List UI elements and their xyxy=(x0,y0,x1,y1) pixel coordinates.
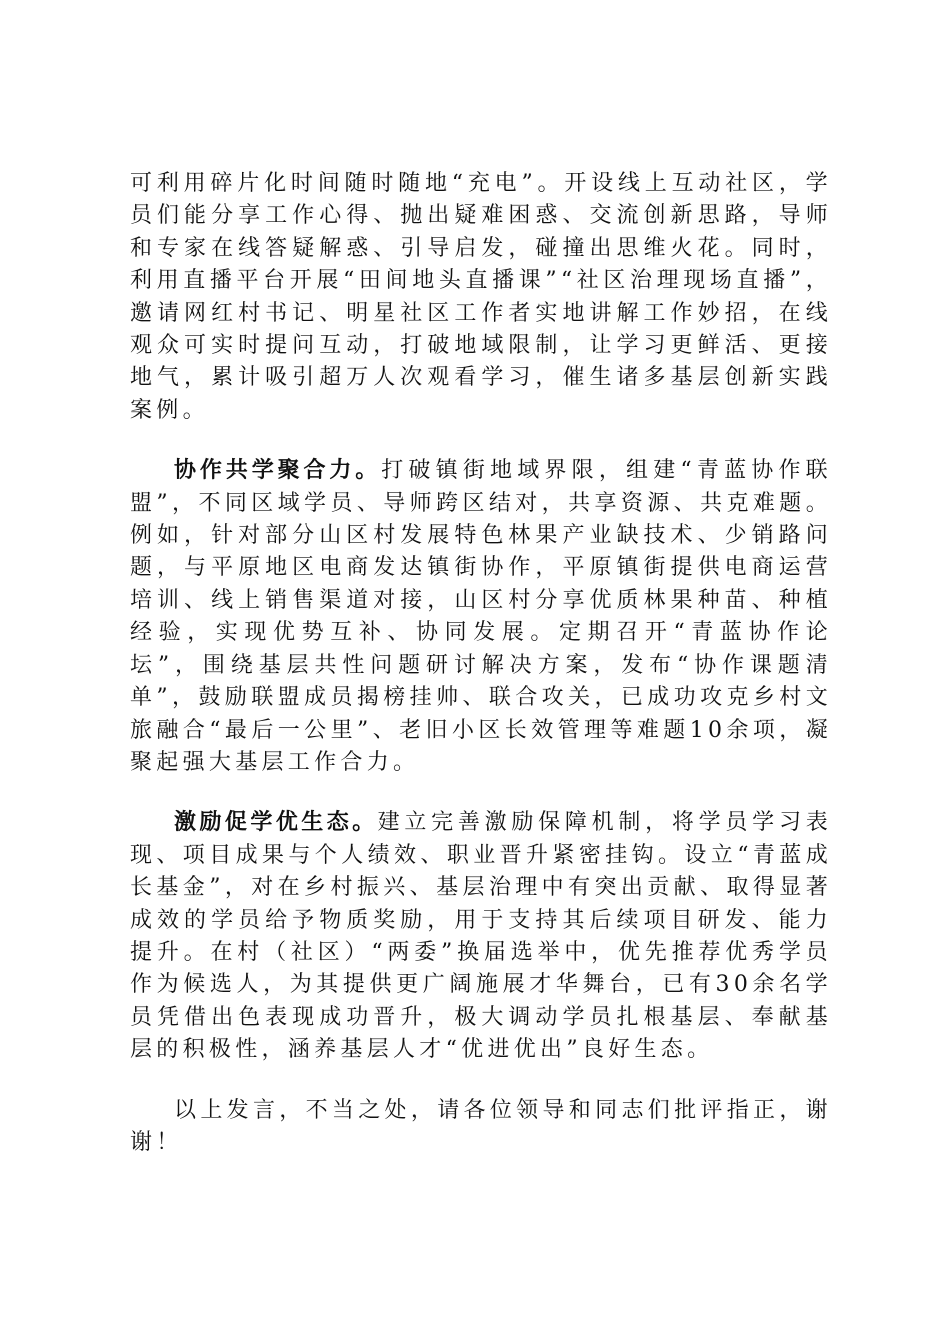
paragraph-text: 建立完善激励保障机制，将学员学习表现、项目成果与个人绩效、职业晋升紧密挂钩。设立“青蓝成长基金”，对在乡村振兴、基层治理中有突出贡献、取得显著成效的学员给予物质奖励，用于支持其后续项目研发、能力提升。在村（社区）“两委”换届选举中，优先推荐优秀学员作为候选人，为其提供更广阔施展才华舞台，已有30余名学员凭借出色表现成功晋升，极大调动学员扎根基层、奉献基层的积极性，涵养基层人才“优进优出”良好生态。 xyxy=(130,810,832,1063)
paragraph-heading: 协作共学聚合力。 xyxy=(174,458,382,484)
paragraph-text: 以上发言，不当之处，请各位领导和同志们批评指正，谢谢！ xyxy=(130,1097,832,1155)
paragraph-closing xyxy=(130,1095,832,1160)
paragraph-continuation xyxy=(130,168,832,427)
paragraph-heading: 激励促学优生态。 xyxy=(174,810,378,836)
document-body xyxy=(130,168,832,1187)
paragraph-text: 可利用碎片化时间随时随地“充电”。开设线上互动社区，学员们能分享工作心得、抛出疑难困惑、交流创新思路，导师和专家在线答疑解惑、引导启发，碰撞出思维火花。同时，利用直播平台开展“田间地头直播课”“社区治理现场直播”，邀请网红村书记、明星社区工作者实地讲解工作妙招，在线观众可实时提问互动，打破地域限制，让学习更鲜活、更接地气，累计吸引超万人次观看学习，催生诸多基层创新实践案例。 xyxy=(130,171,832,423)
paragraph-text: 打破镇街地域界限，组建“青蓝协作联盟”，不同区域学员、导师跨区结对，共享资源、共克难题。例如，针对部分山区村发展特色林果产业缺技术、少销路问题，与平原地区电商发达镇街协作，平原镇街提供电商运营培训、线上销售渠道对接，山区村分享优质林果种苗、种植经验，实现优势互补、协同发展。定期召开“青蓝协作论坛”，围绕基层共性问题研讨解决方案，发布“协作课题清单”，鼓励联盟成员揭榜挂帅、联合攻关，已成功攻克乡村文旅融合“最后一公里”、老旧小区长效管理等难题10余项，凝聚起强大基层工作合力。 xyxy=(130,458,832,775)
paragraph-incentive xyxy=(130,807,832,1066)
paragraph-collaboration xyxy=(130,455,832,779)
